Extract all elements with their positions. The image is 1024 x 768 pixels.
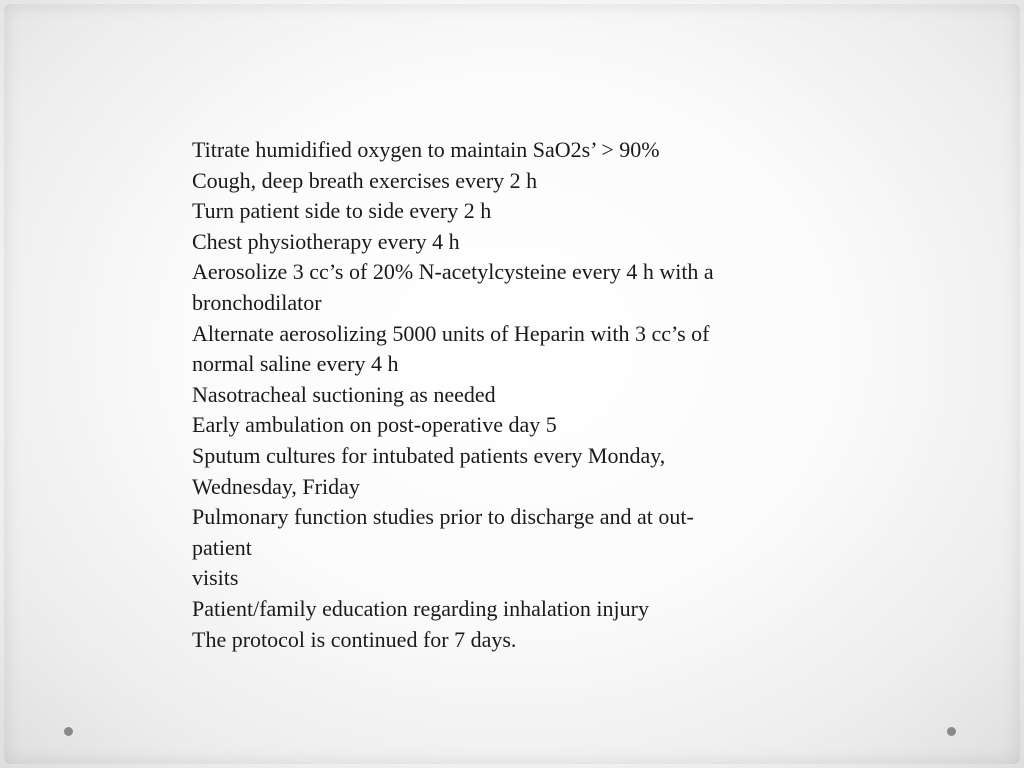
decorative-dot-left — [64, 727, 73, 736]
decorative-dot-right — [947, 727, 956, 736]
text-line: Alternate aerosolizing 5000 units of Heparin with 3 cc’s of — [192, 320, 710, 346]
protocol-text — [192, 135, 872, 655]
text-line: bronchodilator — [192, 289, 322, 315]
text-line: Chest physiotherapy every 4 h — [192, 228, 460, 254]
text-line: Patient/family education regarding inhalation injury — [192, 595, 649, 621]
text-line: Turn patient side to side every 2 h — [192, 198, 492, 224]
text-line: The protocol is continued for 7 days. — [192, 626, 517, 652]
text-line: Sputum cultures for intubated patients every Monday, — [192, 442, 666, 468]
text-line: Aerosolize 3 cc’s of 20% N-acetylcysteine every 4 h with a — [192, 259, 714, 285]
text-line: Early ambulation on post-operative day 5 — [192, 412, 557, 438]
text-line: normal saline every 4 h — [192, 351, 399, 377]
text-line: Cough, deep breath exercises every 2 h — [192, 167, 538, 193]
text-line: patient — [192, 534, 252, 560]
text-line: Titrate humidified oxygen to maintain SaO2s’ > 90% — [192, 137, 660, 162]
text-line: Nasotracheal suctioning as needed — [192, 381, 496, 407]
text-line: visits — [192, 565, 239, 591]
text-line: Pulmonary function studies prior to discharge and at out- — [192, 504, 694, 530]
text-line: Wednesday, Friday — [192, 473, 360, 499]
